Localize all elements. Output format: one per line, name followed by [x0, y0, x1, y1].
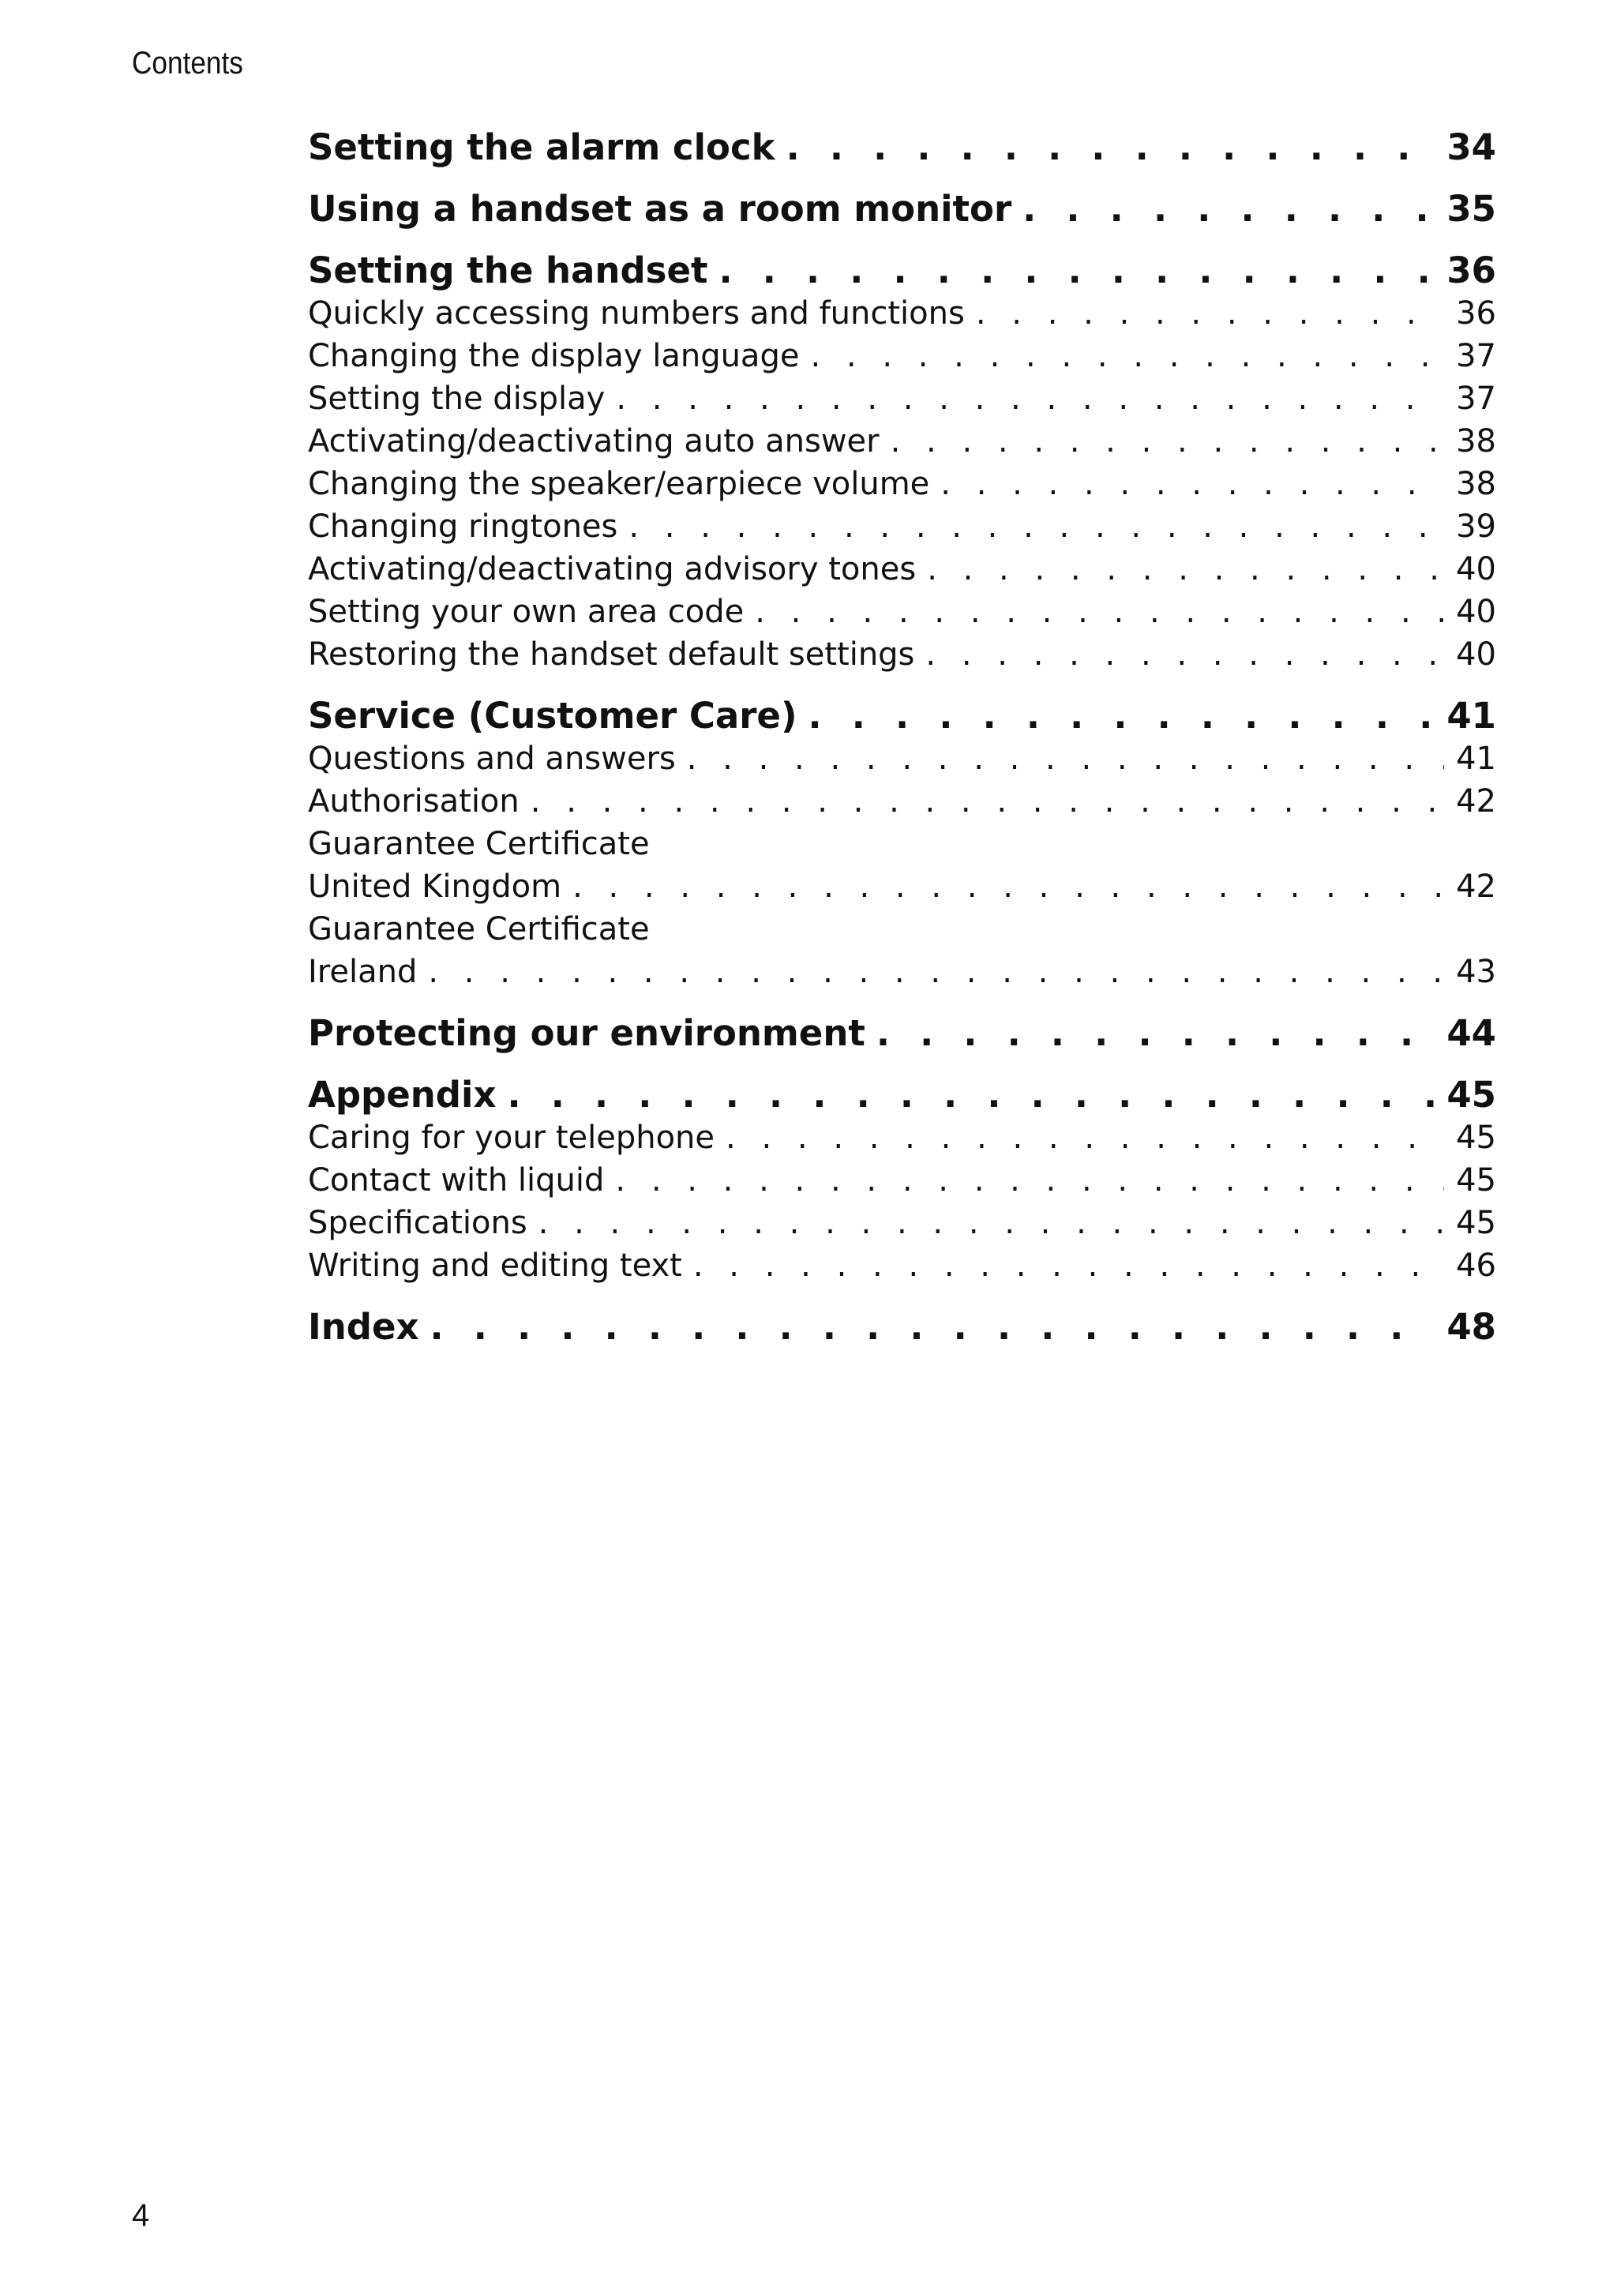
dot-leader — [755, 591, 1444, 633]
toc-subentry-specifications[interactable] — [308, 1202, 1496, 1244]
dot-leader — [687, 737, 1444, 780]
toc-subentry-quick-access[interactable] — [308, 292, 1496, 335]
toc-entry-title: Specifications — [308, 1205, 527, 1241]
toc-subentry-caring[interactable] — [308, 1116, 1496, 1159]
toc-subentry-default-settings[interactable] — [308, 633, 1496, 676]
toc-subentry-display-language[interactable] — [308, 335, 1496, 377]
dot-leader — [726, 1116, 1444, 1159]
toc-entry-title: Activating/deactivating advisory tones — [308, 551, 917, 587]
toc-entry-room-monitor[interactable] — [308, 188, 1496, 231]
toc-subentry-area-code[interactable] — [308, 591, 1496, 633]
dot-leader — [616, 377, 1444, 420]
toc-entry-page: 42 — [1456, 783, 1496, 820]
toc-entry-title: Contact with liquid — [308, 1162, 605, 1199]
toc-entry-page: 39 — [1456, 508, 1496, 545]
toc-subentry-writing-text[interactable] — [308, 1244, 1496, 1287]
toc-entry-page: 38 — [1456, 423, 1496, 460]
dot-leader — [808, 695, 1436, 737]
toc-entry-page: 41 — [1456, 741, 1496, 777]
toc-entry-page: 45 — [1456, 1162, 1496, 1199]
toc-subentry-advisory-tones[interactable] — [308, 548, 1496, 591]
toc-entry-title: Setting the handset — [308, 249, 708, 291]
dot-leader — [507, 1074, 1435, 1116]
toc-entry-page: 45 — [1446, 1074, 1496, 1116]
toc-entry-page: 37 — [1456, 338, 1496, 374]
toc-entry-title: Using a handset as a room monitor — [308, 188, 1012, 230]
toc-entry-page: 40 — [1456, 636, 1496, 673]
dot-leader — [693, 1244, 1444, 1287]
toc-entry-title: Caring for your telephone — [308, 1120, 715, 1156]
dot-leader — [891, 420, 1444, 463]
toc-entry-page: 36 — [1456, 295, 1496, 332]
toc-entry-title: Appendix — [308, 1074, 497, 1116]
toc-entry-page: 42 — [1456, 869, 1496, 905]
toc-entry-title: Changing the display language — [308, 338, 800, 374]
dot-leader — [615, 1159, 1444, 1202]
toc-entry-page: 44 — [1446, 1012, 1496, 1054]
toc-entry-title: Writing and editing text — [308, 1247, 682, 1284]
toc-entry-page: 38 — [1456, 466, 1496, 502]
toc-entry-page: 34 — [1446, 126, 1496, 168]
toc-entry-page: 45 — [1456, 1205, 1496, 1241]
dot-leader — [430, 1306, 1436, 1349]
toc-entry-page: 45 — [1456, 1120, 1496, 1156]
toc-entry-title: Protecting our environment — [308, 1012, 865, 1054]
toc-subentry-authorisation[interactable] — [308, 780, 1496, 823]
running-header: Contents — [132, 46, 243, 81]
toc-entry-title: Questions and answers — [308, 741, 676, 777]
dot-leader — [876, 1012, 1436, 1055]
dot-leader — [531, 780, 1444, 823]
page-number: 4 — [132, 2198, 150, 2233]
toc-subentry-liquid[interactable] — [308, 1159, 1496, 1202]
dot-leader — [940, 463, 1444, 505]
toc-subentry-guarantee-ireland[interactable] — [308, 951, 1496, 993]
toc-entry-page: 40 — [1456, 594, 1496, 630]
toc-entry-title: Authorisation — [308, 783, 520, 820]
toc-entry-page: 43 — [1456, 954, 1496, 990]
dot-leader — [628, 505, 1444, 548]
toc-subentry-ringtones[interactable] — [308, 505, 1496, 548]
toc-entry-title: Index — [308, 1306, 419, 1348]
dot-leader — [810, 335, 1444, 377]
toc-entry-title: Quickly accessing numbers and functions — [308, 295, 965, 332]
toc-entry-title: Activating/deactivating auto answer — [308, 423, 880, 460]
dot-leader — [927, 548, 1444, 591]
dot-leader — [719, 249, 1436, 292]
dot-leader — [538, 1202, 1444, 1244]
toc-entry-page: 37 — [1456, 381, 1496, 417]
toc-entry-title: Changing the speaker/earpiece volume — [308, 466, 930, 502]
dot-leader — [925, 633, 1444, 676]
toc-entry-title: Setting the display — [308, 381, 606, 417]
toc-subentry-questions[interactable] — [308, 737, 1496, 780]
dot-leader — [976, 292, 1444, 335]
toc-entry-title: Setting the alarm clock — [308, 126, 775, 168]
toc-entry-title: Service (Customer Care) — [308, 695, 797, 737]
toc-entry-page: 46 — [1456, 1247, 1496, 1284]
toc-entry-title: Restoring the handset default settings — [308, 636, 915, 673]
dot-leader — [786, 126, 1436, 169]
toc-entry-environment[interactable] — [308, 1012, 1496, 1055]
toc-entry-page: 35 — [1446, 188, 1496, 230]
toc-subentry-auto-answer[interactable] — [308, 420, 1496, 463]
toc-entry-setting-alarm-clock[interactable] — [308, 126, 1496, 169]
toc-subentry-speaker-volume[interactable] — [308, 463, 1496, 505]
toc-subentry-guarantee-uk[interactable] — [308, 865, 1496, 908]
toc-entry-title: Setting your own area code — [308, 594, 745, 630]
toc-subentry-guarantee-ireland-line1: Guarantee Certificate — [308, 911, 650, 947]
dot-leader — [572, 865, 1444, 908]
toc-entry-service[interactable] — [308, 695, 1496, 737]
toc-entry-index[interactable] — [308, 1306, 1496, 1349]
dot-leader — [428, 951, 1444, 993]
toc-entry-page: 36 — [1446, 249, 1496, 291]
toc-subentry-guarantee-uk-line1: Guarantee Certificate — [308, 826, 650, 862]
dot-leader — [1022, 188, 1435, 231]
table-of-contents — [308, 126, 1496, 1349]
toc-entry-page: 48 — [1446, 1306, 1496, 1348]
toc-entry-appendix[interactable] — [308, 1074, 1496, 1116]
toc-entry-page: 40 — [1456, 551, 1496, 587]
toc-entry-page: 41 — [1446, 695, 1496, 737]
toc-subentry-setting-display[interactable] — [308, 377, 1496, 420]
toc-entry-title: United Kingdom — [308, 869, 562, 905]
toc-entry-title: Ireland — [308, 954, 418, 990]
toc-entry-setting-handset[interactable] — [308, 249, 1496, 292]
toc-entry-title: Changing ringtones — [308, 508, 618, 545]
